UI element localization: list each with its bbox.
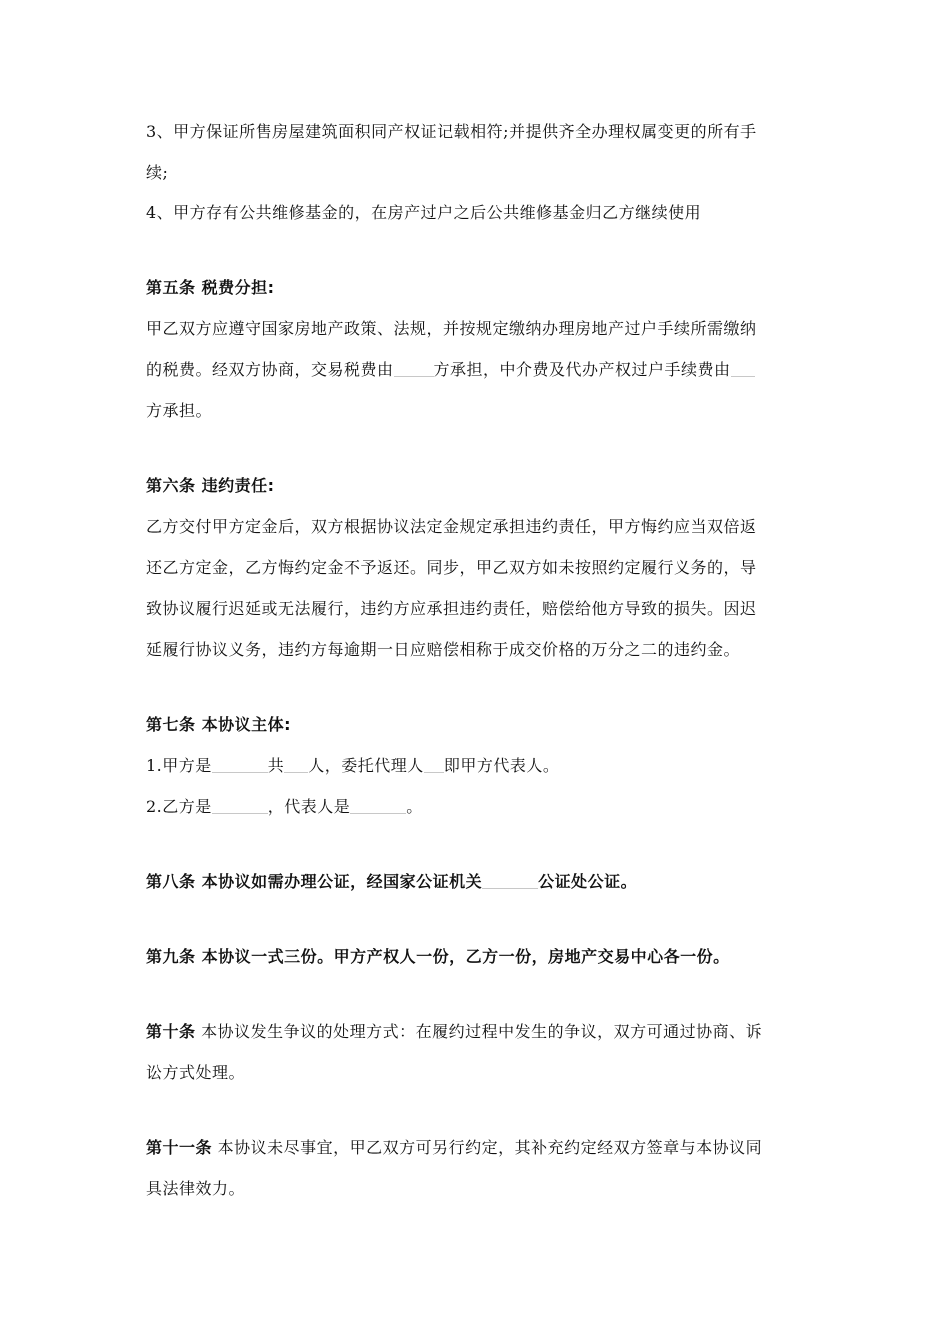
clause-11-line-2: 具法律效力。	[146, 1179, 246, 1198]
item-3-line-2: 续;	[146, 163, 169, 182]
party-a-text-d: 即甲方代表人。	[443, 756, 560, 775]
clause-5-line-3: 方承担。	[146, 401, 213, 420]
party-a-text-a: 1.甲方是	[146, 756, 212, 775]
party-a-text-b: 共	[267, 756, 285, 775]
clause-5-text-a: 的税费。经双方协商，交易税费由	[146, 360, 394, 379]
clause-10-line-2: 讼方式处理。	[146, 1063, 246, 1082]
clause-6-heading: 第六条 违约责任:	[146, 476, 275, 495]
clause-9: 第九条 本协议一式三份。甲方产权人一份，乙方一份，房地产交易中心各一份。	[146, 947, 730, 966]
party-a-text-c: 人，委托代理人	[308, 756, 424, 775]
item-3-line-1: 3、甲方保证所售房屋建筑面积同产权证记载相符;并提供齐全办理权属变更的所有手	[146, 122, 757, 141]
party-b-text-a: 2.乙方是	[146, 797, 212, 816]
clause-11-text: 本协议未尽事宜，甲乙双方可另行约定，其补充约定经双方签章与本协议同	[212, 1138, 763, 1157]
clause-11-line-1	[146, 1134, 806, 1162]
blank-party-b-name	[212, 795, 268, 814]
clause-5-text-b: 方承担，中介费及代办产权过户手续费由	[433, 360, 731, 379]
blank-party-a-name	[212, 754, 268, 773]
clause-8	[146, 868, 806, 896]
clause-7-heading: 第七条 本协议主体:	[146, 715, 291, 734]
party-b-text-b: ，代表人是	[267, 797, 351, 816]
clause-5-line-1: 甲乙双方应遵守国家房地产政策、法规，并按规定缴纳办理房地产过户手续所需缴纳	[146, 319, 757, 338]
clause-10-text: 本协议发生争议的处理方式：在履约过程中发生的争议，双方可通过协商、诉	[195, 1022, 763, 1041]
document-page	[146, 118, 806, 1203]
clause-6-line-4: 延履行协议义务，违约方每逾期一日应赔偿相称于成交价格的万分之二的违约金。	[146, 640, 741, 659]
clause-8-text-b: 公证处公证。	[538, 872, 638, 891]
clause-8-text-a: 第八条 本协议如需办理公证，经国家公证机关	[146, 872, 483, 891]
clause-7-party-b	[146, 793, 806, 821]
clause-7-party-a	[146, 752, 806, 780]
clause-10-label: 第十条	[146, 1022, 196, 1041]
blank-tax-payer	[394, 358, 434, 377]
clause-5-line-2	[146, 356, 806, 384]
clause-6-line-1: 乙方交付甲方定金后，双方根据协议法定金规定承担违约责任，甲方悔约应当双倍返	[146, 517, 757, 536]
clause-6-line-3: 致协议履行迟延或无法履行，违约方应承担违约责任，赔偿给他方导致的损失。因迟	[146, 599, 757, 618]
blank-notary-office	[482, 870, 538, 889]
clause-10-line-1	[146, 1018, 806, 1046]
item-4: 4、甲方存有公共维修基金的，在房产过户之后公共维修基金归乙方继续使用	[146, 203, 702, 222]
blank-agent	[424, 754, 444, 773]
party-b-text-c: 。	[406, 797, 423, 816]
clause-5-heading: 第五条 税费分担:	[146, 278, 275, 297]
blank-party-a-count	[284, 754, 308, 773]
clause-11-label: 第十一条	[146, 1138, 213, 1157]
blank-fee-payer	[731, 358, 755, 377]
blank-party-b-representative	[350, 795, 406, 814]
clause-6-line-2: 还乙方定金，乙方悔约定金不予返还。同步，甲乙双方如未按照约定履行义务的，导	[146, 558, 757, 577]
